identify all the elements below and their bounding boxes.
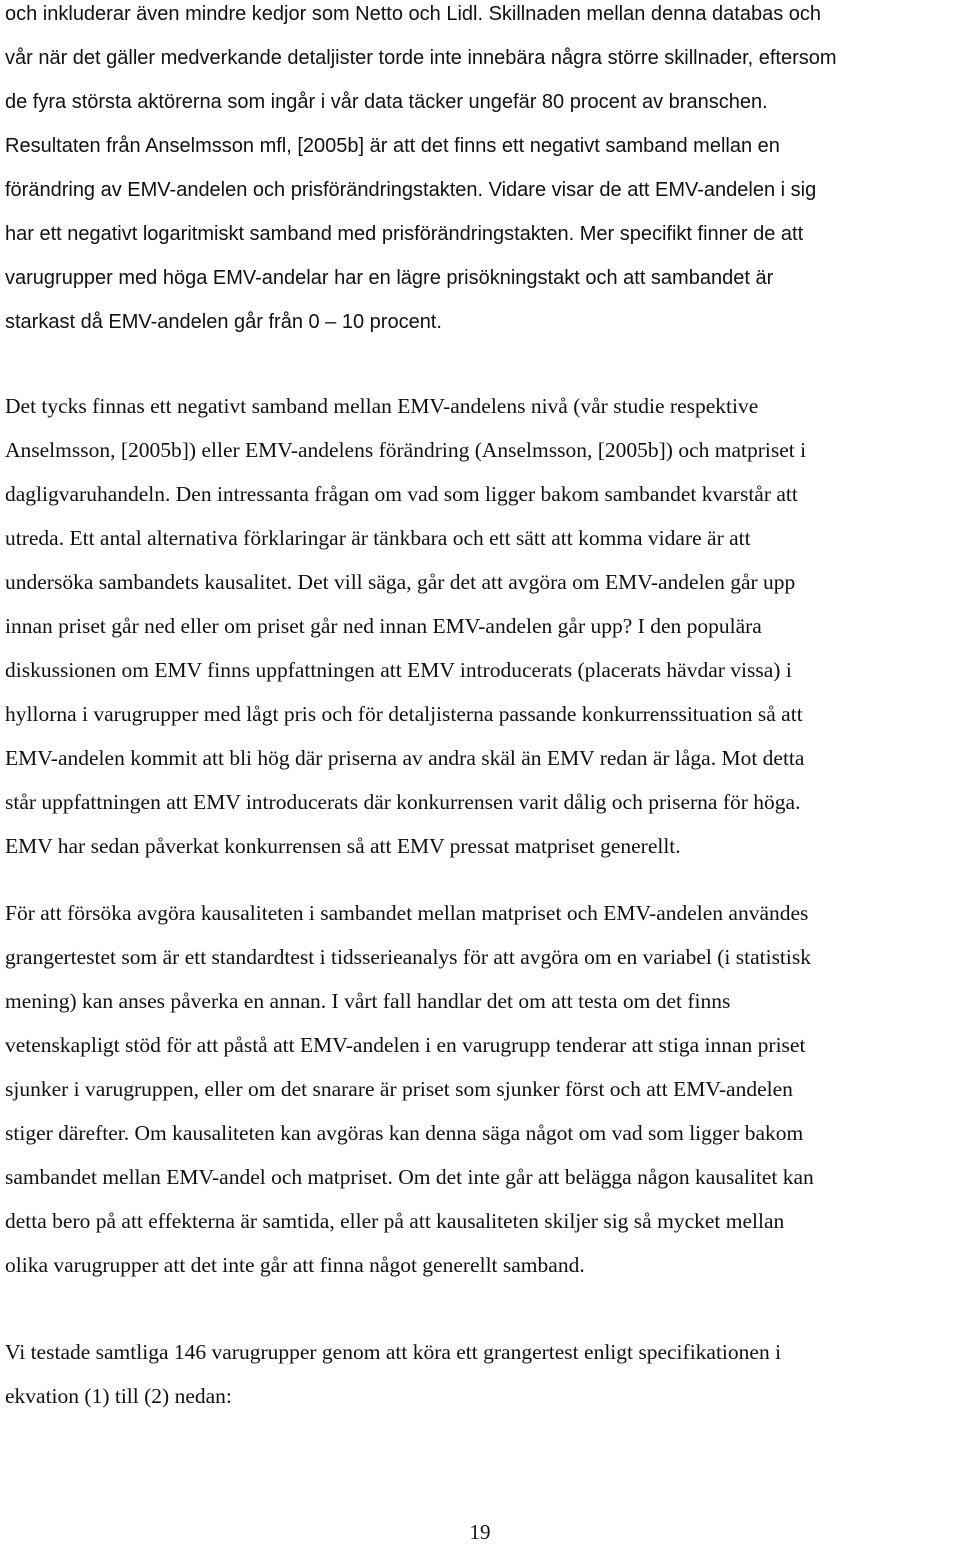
- text-line: sjunker i varugruppen, eller om det snarare är priset som sjunker först och att EMV-andelen: [5, 1077, 793, 1101]
- text-line: och inkluderar även mindre kedjor som Netto och Lidl. Skillnaden mellan denna databas och: [5, 3, 822, 25]
- text-line: dagligvaruhandeln. Den intressanta frågan om vad som ligger bakom sambandet kvarstår att: [5, 482, 798, 506]
- text-line: de fyra största aktörerna som ingår i vår data täcker ungefär 80 procent av branschen.: [5, 91, 768, 113]
- text-line: har ett negativt logaritmiskt samband med prisförändringstakten. Mer specifikt finner de att: [5, 223, 804, 245]
- text-line: EMV har sedan påverkat konkurrensen så att EMV pressat matpriset generellt.: [5, 834, 681, 858]
- text-line: utreda. Ett antal alternativa förklaringar är tänkbara och ett sätt att komma vidare är att: [5, 526, 751, 550]
- text-line: detta bero på att effekterna är samtida, eller på att kausaliteten skiljer sig så mycket mellan: [5, 1209, 785, 1233]
- text-line: hyllorna i varugrupper med lågt pris och för detaljisterna passande konkurrenssituation så att: [5, 702, 803, 726]
- text-line: olika varugrupper att det inte går att finna något generellt samband.: [5, 1253, 585, 1277]
- text-line: EMV-andelen kommit att bli hög där priserna av andra skäl än EMV redan är låga. Mot detta: [5, 746, 805, 770]
- paragraph-3: [5, 891, 957, 1287]
- text-line: Vi testade samtliga 146 varugrupper genom att köra ett grangertest enligt specifikationen i: [5, 1340, 782, 1364]
- text-line: stiger därefter. Om kausaliteten kan avgöras kan denna säga något om vad som ligger bakom: [5, 1121, 804, 1145]
- paragraph-1: [5, 0, 957, 344]
- text-line: står uppfattningen att EMV introducerats där konkurrensen varit dålig och priserna för höga.: [5, 790, 801, 814]
- text-line: vår när det gäller medverkande detaljister torde inte innebära några större skillnader, eftersom: [5, 47, 837, 69]
- text-line: innan priset går ned eller om priset går ned innan EMV-andelen går upp? I den populära: [5, 614, 762, 638]
- text-line: Resultaten från Anselmsson mfl, [2005b] är att det finns ett negativt samband mellan en: [5, 135, 780, 157]
- paragraph-2: [5, 384, 957, 868]
- text-line: undersöka sambandets kausalitet. Det vill säga, går det att avgöra om EMV-andelen går upp: [5, 570, 796, 594]
- page-number: 19: [469, 1520, 491, 1544]
- paragraph-4: [5, 1330, 957, 1418]
- text-line: varugrupper med höga EMV-andelar har en lägre prisökningstakt och att sambandet är: [5, 267, 774, 289]
- text-line: sambandet mellan EMV-andel och matpriset. Om det inte går att belägga någon kausalitet kan: [5, 1165, 814, 1189]
- text-line: ekvation (1) till (2) nedan:: [5, 1384, 232, 1408]
- text-line: starkast då EMV-andelen går från 0 – 10 procent.: [5, 311, 442, 333]
- text-line: förändring av EMV-andelen och prisförändringstakten. Vidare visar de att EMV-andelen i sig: [5, 179, 817, 201]
- text-line: För att försöka avgöra kausaliteten i sambandet mellan matpriset och EMV-andelen användes: [5, 901, 809, 925]
- text-line: vetenskapligt stöd för att påstå att EMV-andelen i en varugrupp tenderar att stiga innan priset: [5, 1033, 806, 1057]
- text-line: grangertestet som är ett standardtest i tidsserieanalys för att avgöra om en variabel (i statistisk: [5, 945, 811, 969]
- text-line: mening) kan anses påverka en annan. I vårt fall handlar det om att testa om det finns: [5, 989, 731, 1013]
- text-line: Det tycks finnas ett negativt samband mellan EMV-andelens nivå (vår studie respektive: [5, 394, 759, 418]
- text-line: Anselmsson, [2005b]) eller EMV-andelens förändring (Anselmsson, [2005b]) och matpriset i: [5, 438, 807, 462]
- text-line: diskussionen om EMV finns uppfattningen att EMV introducerats (placerats hävdar vissa) i: [5, 658, 792, 682]
